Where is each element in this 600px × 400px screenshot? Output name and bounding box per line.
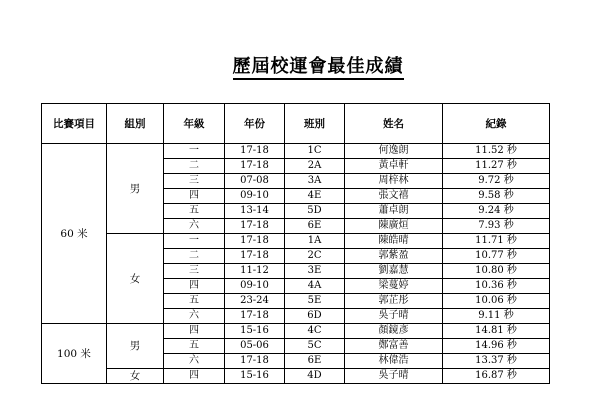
group-cell: 男 xyxy=(107,324,164,369)
grade-cell: 四 xyxy=(164,369,225,384)
record-cell: 16.87 秒 xyxy=(443,369,550,384)
table-row xyxy=(42,234,550,249)
record-cell: 9.72 秒 xyxy=(443,174,550,189)
records-table xyxy=(41,103,550,384)
year-cell: 17-18 xyxy=(225,144,285,159)
year-cell: 07-08 xyxy=(225,174,285,189)
class-cell: 4D xyxy=(285,369,345,384)
grade-cell: 一 xyxy=(164,144,225,159)
record-cell: 9.58 秒 xyxy=(443,189,550,204)
grade-cell: 六 xyxy=(164,354,225,369)
table-row xyxy=(42,369,550,384)
record-cell: 10.36 秒 xyxy=(443,279,550,294)
name-cell: 陳皓晴 xyxy=(345,234,443,249)
name-cell: 蕭卓朗 xyxy=(345,204,443,219)
class-cell: 1A xyxy=(285,234,345,249)
event-cell: 100 米 xyxy=(42,324,107,384)
record-cell: 11.71 秒 xyxy=(443,234,550,249)
class-cell: 3E xyxy=(285,264,345,279)
record-cell: 7.93 秒 xyxy=(443,219,550,234)
name-cell: 梁蔓婷 xyxy=(345,279,443,294)
year-cell: 13-14 xyxy=(225,204,285,219)
group-cell: 女 xyxy=(107,234,164,324)
group-cell: 男 xyxy=(107,144,164,234)
year-cell: 11-12 xyxy=(225,264,285,279)
name-cell: 吳子晴 xyxy=(345,309,443,324)
year-cell: 15-16 xyxy=(225,324,285,339)
name-cell: 陳廣烜 xyxy=(345,219,443,234)
table-row xyxy=(42,324,550,339)
name-cell: 鄭富善 xyxy=(345,339,443,354)
class-cell: 5E xyxy=(285,294,345,309)
year-cell: 17-18 xyxy=(225,249,285,264)
record-cell: 11.52 秒 xyxy=(443,144,550,159)
header-record: 紀錄 xyxy=(443,104,550,144)
header-name: 姓名 xyxy=(345,104,443,144)
table-row xyxy=(42,144,550,159)
class-cell: 4C xyxy=(285,324,345,339)
grade-cell: 四 xyxy=(164,324,225,339)
name-cell: 郭紫盈 xyxy=(345,249,443,264)
record-cell: 10.06 秒 xyxy=(443,294,550,309)
name-cell: 黃卓軒 xyxy=(345,159,443,174)
year-cell: 17-18 xyxy=(225,309,285,324)
record-cell: 11.27 秒 xyxy=(443,159,550,174)
record-cell: 9.24 秒 xyxy=(443,204,550,219)
class-cell: 6E xyxy=(285,219,345,234)
year-cell: 17-18 xyxy=(225,219,285,234)
grade-cell: 三 xyxy=(164,174,225,189)
grade-cell: 六 xyxy=(164,309,225,324)
name-cell: 周梓林 xyxy=(345,174,443,189)
name-cell: 郭芷彤 xyxy=(345,294,443,309)
class-cell: 5C xyxy=(285,339,345,354)
class-cell: 2A xyxy=(285,159,345,174)
year-cell: 09-10 xyxy=(225,279,285,294)
record-cell: 14.96 秒 xyxy=(443,339,550,354)
name-cell: 吳子晴 xyxy=(345,369,443,384)
year-cell: 17-18 xyxy=(225,354,285,369)
header-row xyxy=(42,104,550,144)
year-cell: 09-10 xyxy=(225,189,285,204)
class-cell: 4E xyxy=(285,189,345,204)
class-cell: 6E xyxy=(285,354,345,369)
year-cell: 17-18 xyxy=(225,159,285,174)
class-cell: 4A xyxy=(285,279,345,294)
class-cell: 3A xyxy=(285,174,345,189)
record-cell: 13.37 秒 xyxy=(443,354,550,369)
name-cell: 顏鏡彥 xyxy=(345,324,443,339)
group-cell: 女 xyxy=(107,369,164,384)
grade-cell: 四 xyxy=(164,189,225,204)
page-title: 歷屆校運會最佳成績 xyxy=(0,52,600,78)
name-cell: 何逸朗 xyxy=(345,144,443,159)
name-cell: 劉嘉慧 xyxy=(345,264,443,279)
grade-cell: 四 xyxy=(164,279,225,294)
header-grade: 年級 xyxy=(164,104,225,144)
grade-cell: 一 xyxy=(164,234,225,249)
records-body xyxy=(42,144,550,384)
event-cell: 60 米 xyxy=(42,144,107,324)
grade-cell: 五 xyxy=(164,294,225,309)
year-cell: 05-06 xyxy=(225,339,285,354)
grade-cell: 二 xyxy=(164,249,225,264)
year-cell: 23-24 xyxy=(225,294,285,309)
header-group: 組別 xyxy=(107,104,164,144)
grade-cell: 五 xyxy=(164,204,225,219)
grade-cell: 三 xyxy=(164,264,225,279)
class-cell: 2C xyxy=(285,249,345,264)
name-cell: 林偉浩 xyxy=(345,354,443,369)
grade-cell: 六 xyxy=(164,219,225,234)
header-event: 比賽項目 xyxy=(42,104,107,144)
grade-cell: 二 xyxy=(164,159,225,174)
name-cell: 張文禧 xyxy=(345,189,443,204)
header-class: 班別 xyxy=(285,104,345,144)
record-cell: 10.77 秒 xyxy=(443,249,550,264)
record-cell: 14.81 秒 xyxy=(443,324,550,339)
year-cell: 17-18 xyxy=(225,234,285,249)
class-cell: 1C xyxy=(285,144,345,159)
year-cell: 15-16 xyxy=(225,369,285,384)
class-cell: 6D xyxy=(285,309,345,324)
record-cell: 9.11 秒 xyxy=(443,309,550,324)
header-year: 年份 xyxy=(225,104,285,144)
record-cell: 10.80 秒 xyxy=(443,264,550,279)
grade-cell: 五 xyxy=(164,339,225,354)
class-cell: 5D xyxy=(285,204,345,219)
